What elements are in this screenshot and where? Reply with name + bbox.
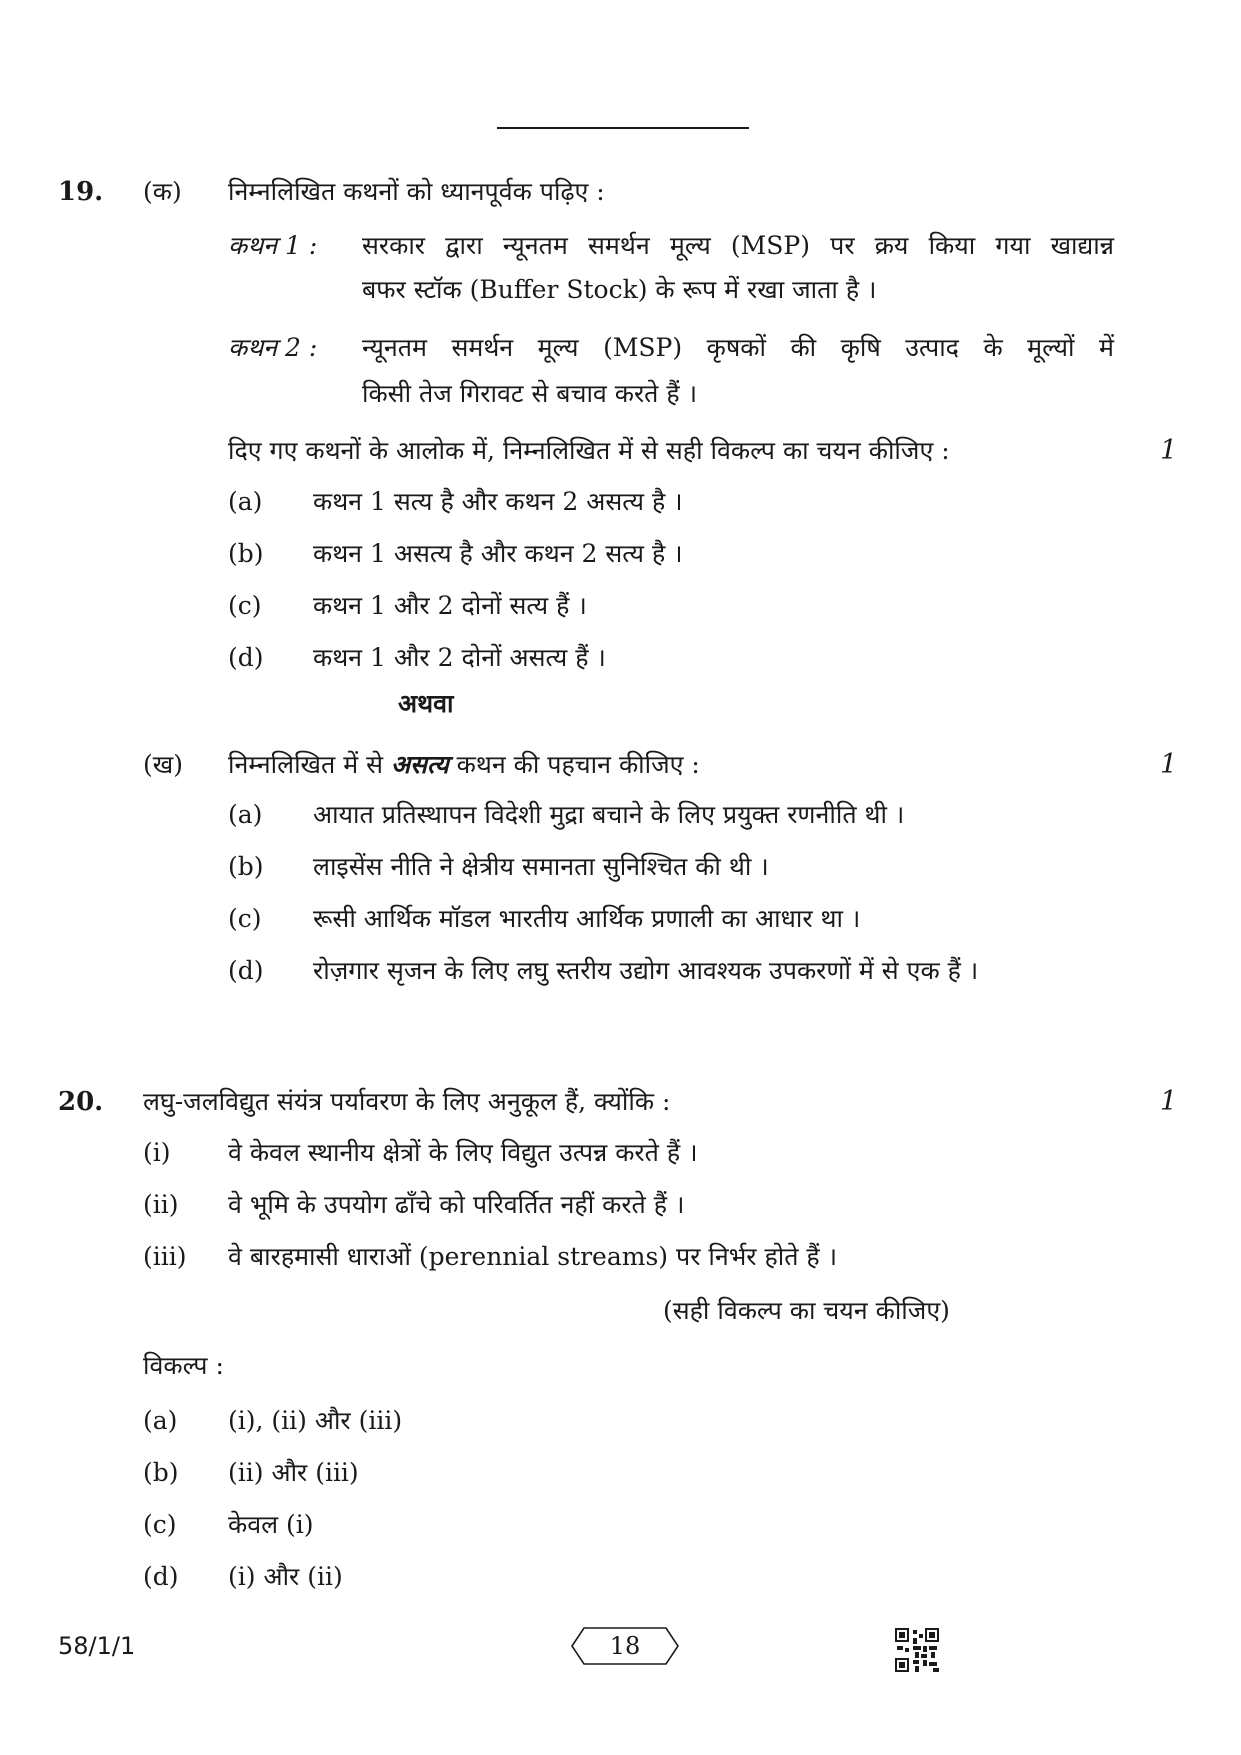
q19-a-marks: 1 [1160,435,1178,466]
q19-b-option-label: (d) [228,956,264,985]
q19-statement2-line1: न्यूनतम समर्थन मूल्य (MSP) कृषकों की कृषि उत्पाद के मूल्यों में [362,333,1114,362]
q20-option-text: केवल (i) [228,1510,314,1539]
q19-part-a-label: (क) [143,177,182,206]
q19-a-option-text: कथन 1 और 2 दोनों सत्य हैं । [313,591,587,620]
q19-part-b-suffix: कथन की पहचान कीजिए : [456,750,700,779]
q19-b-option-label: (a) [228,800,263,829]
q19-b-option-text: आयात प्रतिस्थापन विदेशी मुद्रा बचाने के लिए प्रयुक्त रणनीति थी । [313,800,905,829]
q19-select-prompt: दिए गए कथनों के आलोक में, निम्नलिखित में से सही विकल्प का चयन कीजिए : [228,436,950,465]
q20-reason-text: वे केवल स्थानीय क्षेत्रों के लिए विद्युत उत्पन्न करते हैं । [228,1138,698,1167]
q19-b-option-text: लाइसेंस नीति ने क्षेत्रीय समानता सुनिश्चित की थी । [313,852,769,881]
q20-option-label: (b) [143,1458,179,1487]
page-number: 18 [609,1632,641,1660]
q20-select-note: (सही विकल्प का चयन कीजिए) [663,1296,950,1325]
q19-a-option-label: (c) [228,591,262,620]
top-divider [497,127,749,129]
q19-statement1-label: कथन 1 : [228,231,318,260]
q19-part-b-emphasis: असत्य [390,750,449,779]
q20-option-label: (c) [143,1510,177,1539]
q19-part-b-instruction [228,748,700,782]
q20-stem: लघु-जलविद्युत संयंत्र पर्यावरण के लिए अनुकूल हैं, क्योंकि : [143,1087,671,1116]
paper-code: 58/1/1 [58,1632,136,1660]
q20-reason-label: (ii) [143,1190,179,1219]
q19-part-b-label: (ख) [143,750,183,779]
q19-b-option-label: (b) [228,852,264,881]
q19-a-option-text: कथन 1 और 2 दोनों असत्य हैं । [313,643,606,672]
q19-statement2-label: कथन 2 : [228,333,318,362]
q20-marks: 1 [1160,1086,1178,1117]
q19-a-option-text: कथन 1 सत्य है और कथन 2 असत्य है । [313,487,683,516]
q20-option-label: (d) [143,1562,179,1591]
q19-b-option-text: रोज़गार सृजन के लिए लघु स्तरीय उद्योग आवश्यक उपकरणों में से एक हैं । [313,956,979,985]
q20-reason-label: (i) [143,1138,171,1167]
q20-option-text: (i) और (ii) [228,1562,343,1591]
q19-a-option-label: (b) [228,539,264,568]
q20-reason-text: वे भूमि के उपयोग ढाँचे को परिवर्तित नहीं करते हैं । [228,1190,685,1219]
question-20-number: 20. [58,1087,104,1117]
q19-statement2-line2: किसी तेज गिरावट से बचाव करते हैं । [362,379,698,408]
q19-part-b-prefix: निम्नलिखित में से [228,750,383,779]
q19-b-marks: 1 [1160,749,1178,780]
page-number-badge [570,1626,680,1666]
q20-option-label: (a) [143,1406,178,1435]
q20-option-text: (i), (ii) और (iii) [228,1406,403,1435]
q20-option-text: (ii) और (iii) [228,1458,359,1487]
question-19-number: 19. [58,177,104,207]
q20-reason-label: (iii) [143,1242,187,1271]
q19-statement1-line2: बफर स्टॉक (Buffer Stock) के रूप में रखा जाता है । [362,275,877,304]
q19-b-option-text: रूसी आर्थिक मॉडल भारतीय आर्थिक प्रणाली का आधार था । [313,904,861,933]
q19-a-option-text: कथन 1 असत्य है और कथन 2 सत्य है । [313,539,683,568]
q19-instruction: निम्नलिखित कथनों को ध्यानपूर्वक पढ़िए : [228,177,605,206]
q19-a-option-label: (d) [228,643,264,672]
q20-options-heading: विकल्प : [143,1351,224,1380]
q19-a-option-label: (a) [228,487,263,516]
q20-reason-text: वे बारहमासी धाराओं (perennial streams) पर निर्भर होते हैं । [228,1242,838,1271]
q19-statement1-line1: सरकार द्वारा न्यूनतम समर्थन मूल्य (MSP) पर क्रय किया गया खाद्यान्न [362,231,1114,260]
q19-b-option-label: (c) [228,904,262,933]
qr-code-icon [895,1628,939,1672]
q19-or-separator: अथवा [398,689,454,718]
